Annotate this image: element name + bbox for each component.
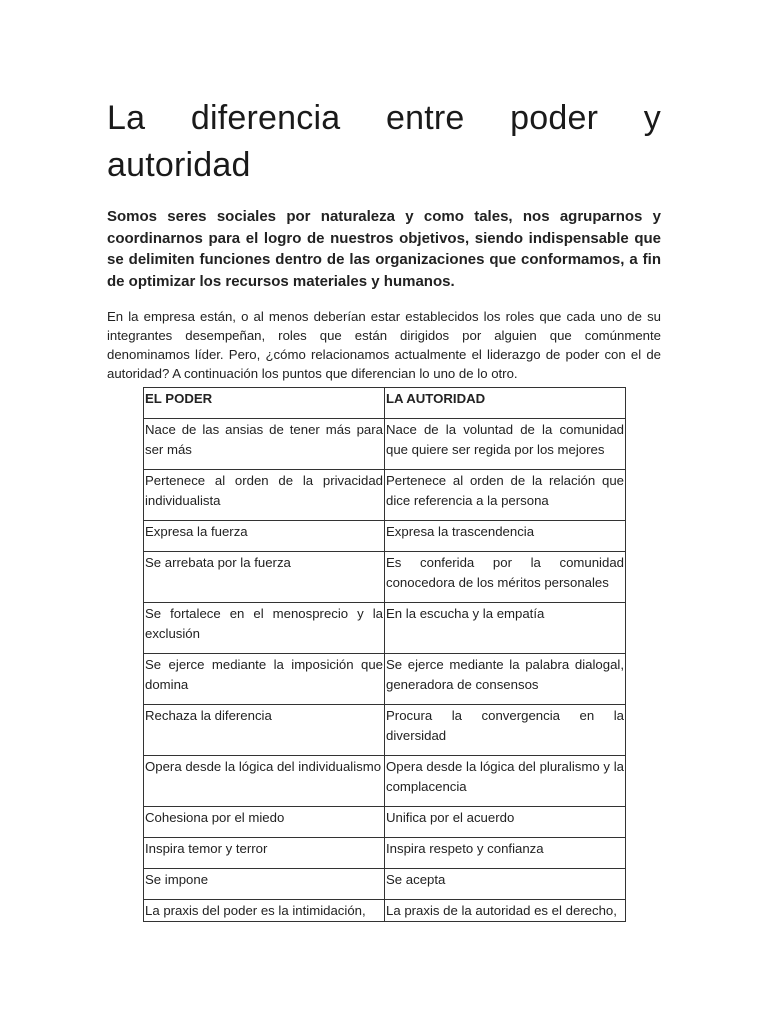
table-row — [144, 521, 626, 552]
poder-cell: Se impone — [144, 869, 385, 900]
autoridad-cell: Opera desde la lógica del pluralismo y la complacencia — [385, 756, 626, 807]
table-row — [144, 900, 626, 922]
table-row — [144, 807, 626, 838]
table-header-row — [144, 388, 626, 419]
table-row — [144, 552, 626, 603]
autoridad-cell: Expresa la trascendencia — [385, 521, 626, 552]
autoridad-cell: Se ejerce mediante la palabra dialogal, generadora de consensos — [385, 654, 626, 705]
body-paragraph: En la empresa están, o al menos deberían estar establecidos los roles que cada uno de su integrantes desempeñan, roles que están dirigidos por alguien que comúnmente denominamos líder. Pero, ¿cómo relacionamos actualmente el liderazgo de poder con el de autoridad? A continuación los puntos que diferencian lo uno de lo otro. — [107, 309, 661, 381]
table-row — [144, 756, 626, 807]
table-row — [144, 654, 626, 705]
poder-cell: Se arrebata por la fuerza — [144, 552, 385, 603]
document-page — [107, 95, 661, 396]
comparison-table — [143, 387, 626, 922]
poder-cell: Rechaza la diferencia — [144, 705, 385, 756]
autoridad-cell: Nace de la voluntad de la comunidad que quiere ser regida por los mejores — [385, 419, 626, 470]
header-el-poder: EL PODER — [144, 388, 385, 419]
poder-cell: La praxis del poder es la intimidación, — [144, 900, 385, 922]
poder-cell: Opera desde la lógica del individualismo — [144, 756, 385, 807]
autoridad-cell: Procura la convergencia en la diversidad — [385, 705, 626, 756]
table-row — [144, 603, 626, 654]
poder-cell: Expresa la fuerza — [144, 521, 385, 552]
poder-cell: Cohesiona por el miedo — [144, 807, 385, 838]
poder-cell: Se ejerce mediante la imposición que domina — [144, 654, 385, 705]
poder-cell: Inspira temor y terror — [144, 838, 385, 869]
autoridad-cell: La praxis de la autoridad es el derecho, — [385, 900, 626, 922]
autoridad-cell: En la escucha y la empatía — [385, 603, 626, 654]
autoridad-cell: Es conferida por la comunidad conocedora de los méritos personales — [385, 552, 626, 603]
table-row — [144, 705, 626, 756]
intro-paragraph: Somos seres sociales por naturaleza y como tales, nos agruparnos y coordinarnos para el logro de nuestros objetivos, siendo indispensable que se delimiten funciones dentro de las organizaciones que conformamos, a fin de optimizar los recursos materiales y humanos. — [107, 208, 661, 290]
table-row — [144, 419, 626, 470]
table-row — [144, 838, 626, 869]
autoridad-cell: Unifica por el acuerdo — [385, 807, 626, 838]
document-title: La diferencia entre poder y autoridad — [107, 99, 661, 184]
table-row — [144, 470, 626, 521]
autoridad-cell: Pertenece al orden de la relación que dice referencia a la persona — [385, 470, 626, 521]
table-row — [144, 869, 626, 900]
poder-cell: Pertenece al orden de la privacidad individualista — [144, 470, 385, 521]
autoridad-cell: Inspira respeto y confianza — [385, 838, 626, 869]
header-la-autoridad: LA AUTORIDAD — [385, 388, 626, 419]
poder-cell: Nace de las ansias de tener más para ser más — [144, 419, 385, 470]
autoridad-cell: Se acepta — [385, 869, 626, 900]
poder-cell: Se fortalece en el menosprecio y la exclusión — [144, 603, 385, 654]
